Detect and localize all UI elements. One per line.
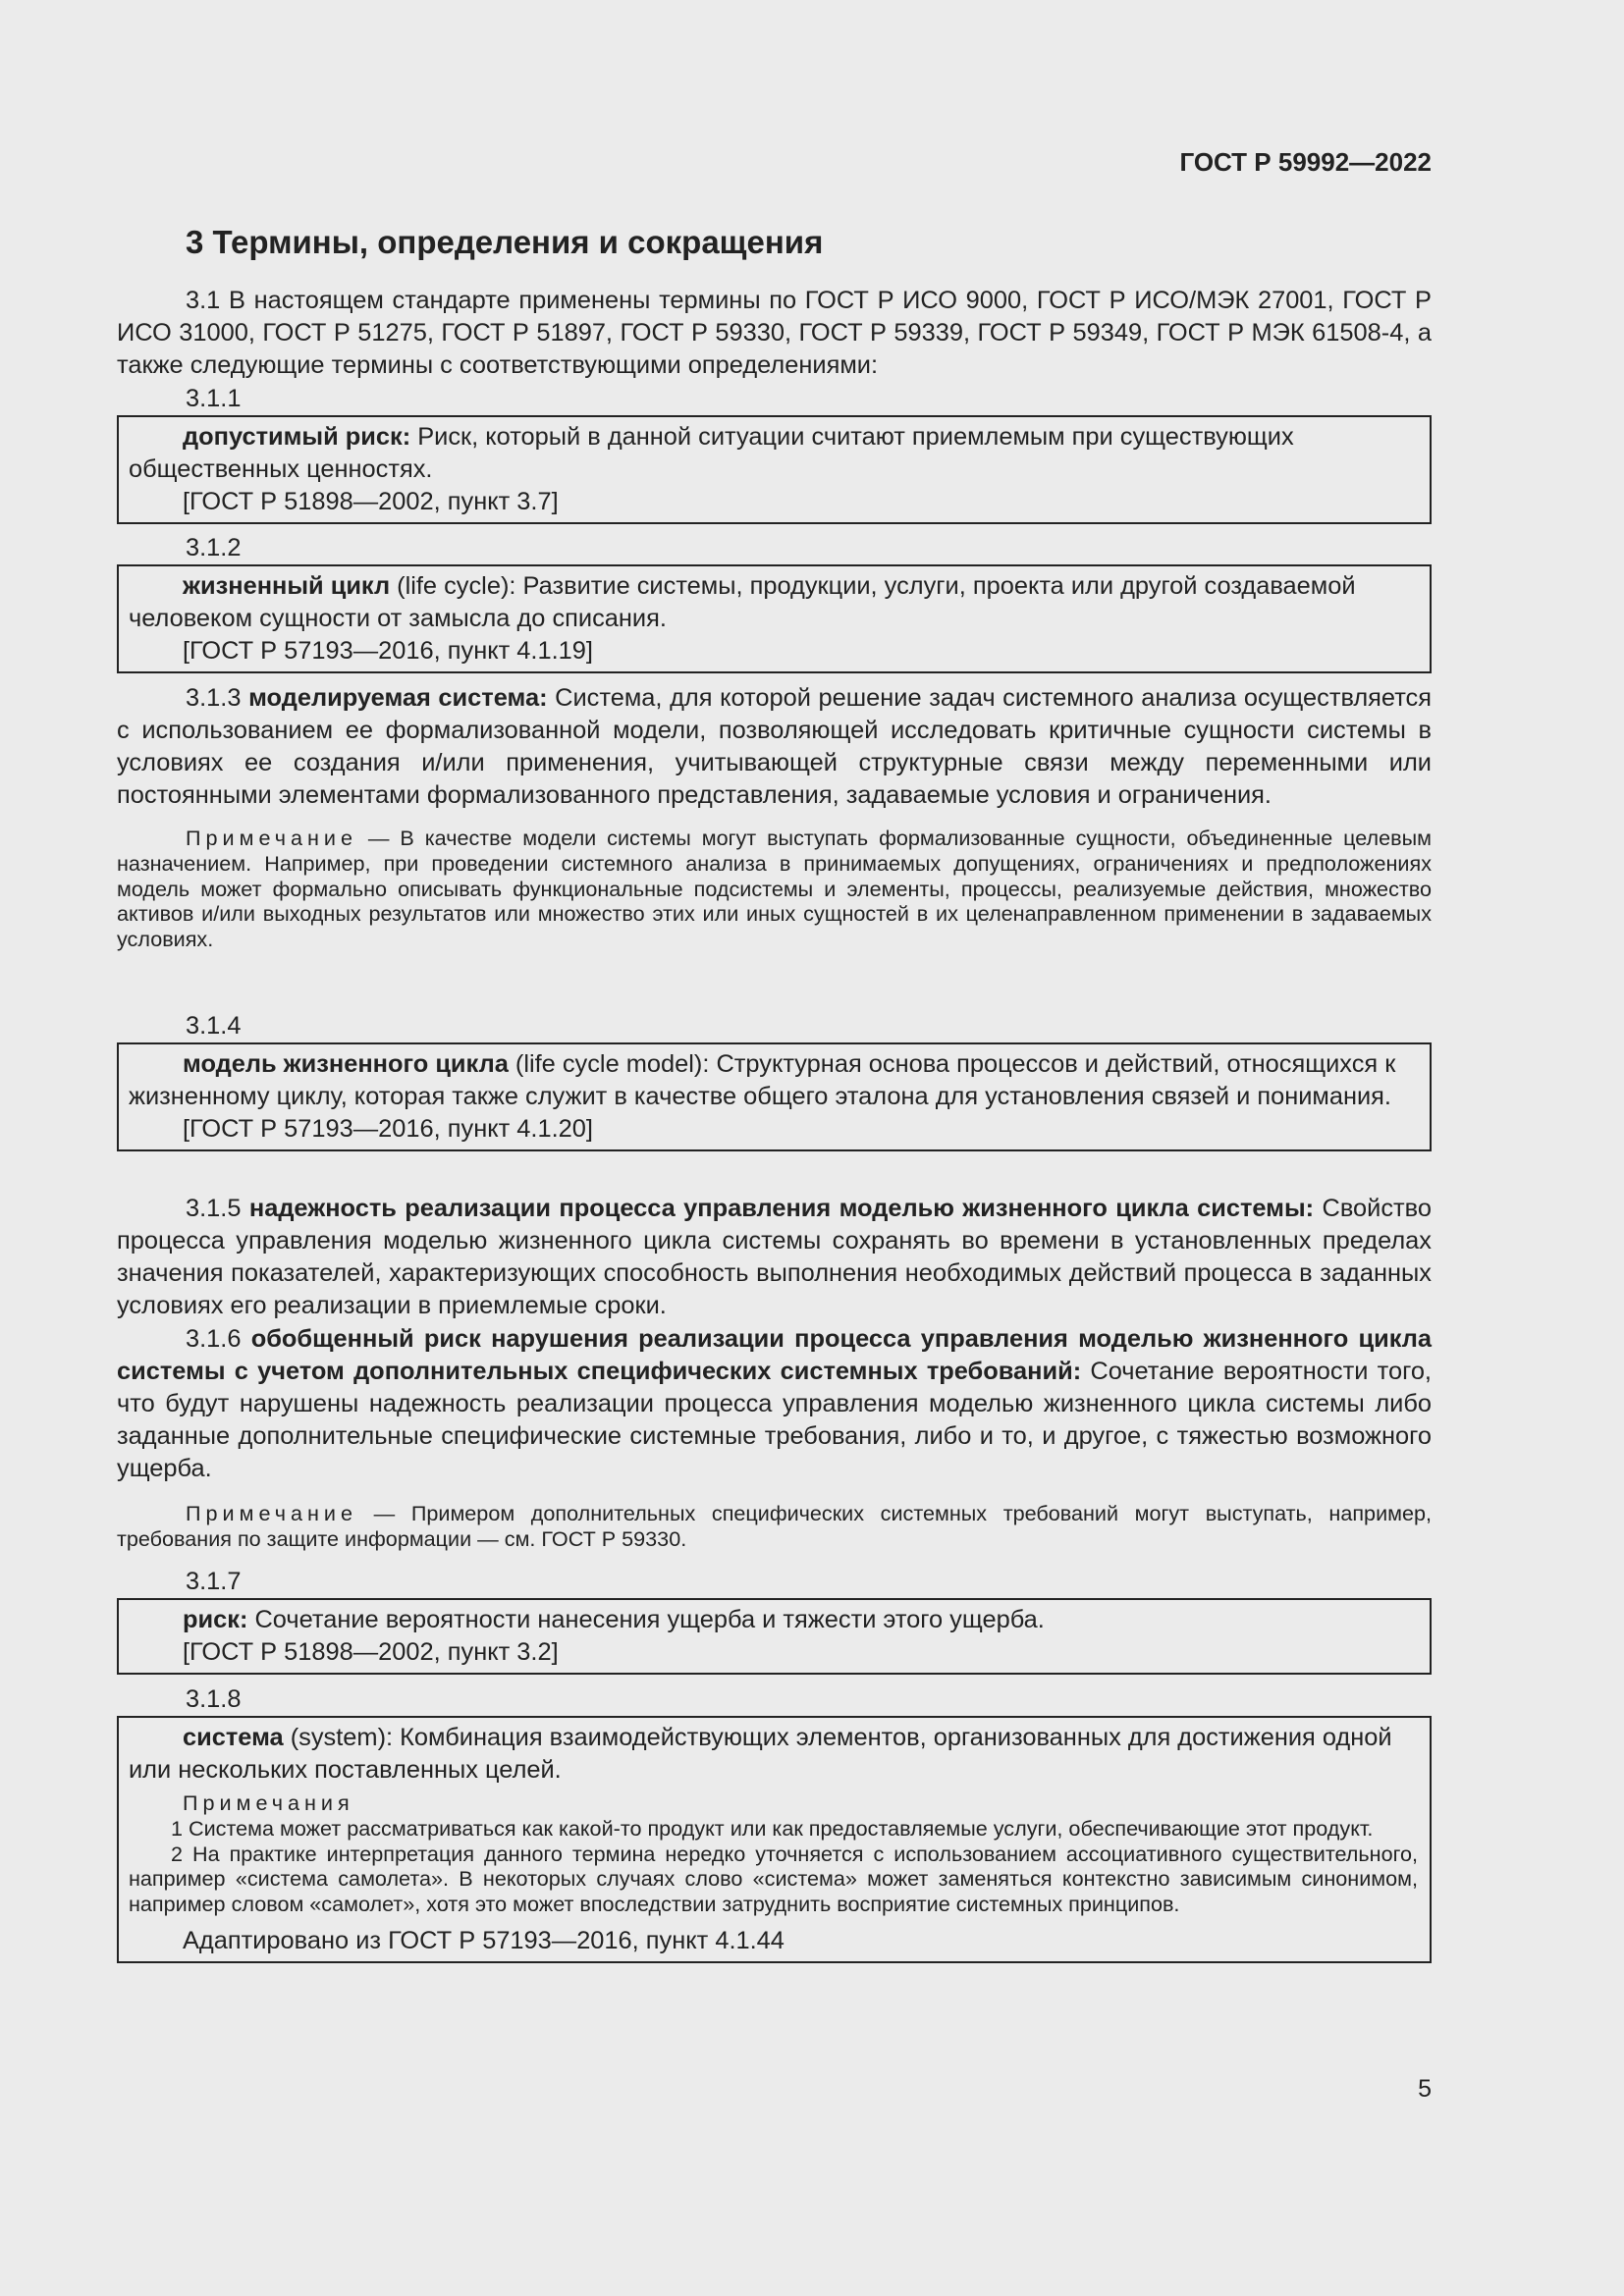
term-text: (system): Комбинация взаимодействующих элементов, организованных для достижения одной или нескольких поставленных целей. — [129, 1724, 1392, 1784]
term-name: модель жизненного цикла — [183, 1050, 509, 1078]
term-text: Сочетание вероятности нанесения ущерба и тяжести этого ущерба. — [247, 1606, 1045, 1633]
term-definition — [129, 1604, 1418, 1636]
term-number: 3.1.6 — [186, 1325, 251, 1353]
term-number: 3.1.7 — [186, 1568, 242, 1595]
term-box — [117, 1716, 1432, 1963]
term-box — [117, 564, 1432, 673]
note-text: — Примером дополнительных специфических системных требований могут выступать, например, требования по защите информации — см. ГОСТ Р 59330. — [117, 1501, 1432, 1551]
term-name: надежность реализации процесса управления моделью жизненного цикла системы: — [248, 1195, 1315, 1222]
term-definition — [117, 682, 1432, 812]
standard-header: ГОСТ Р 59992—2022 — [1179, 147, 1432, 177]
term-text: (life cycle): Развитие системы, продукции, услуги, проекта или другой создаваемой человеком сущности от замысла до списания. — [129, 572, 1356, 632]
term-text: Риск, который в данной ситуации считают приемлемым при существующих общественных ценностях. — [129, 423, 1294, 483]
term-3-1-4 — [117, 1010, 1432, 1151]
term-3-1-8 — [117, 1683, 1432, 1963]
paragraph-3-1: 3.1 В настоящем стандарте применены термины по ГОСТ Р ИСО 9000, ГОСТ Р ИСО/МЭК 27001, ГОСТ Р ИСО 31000, ГОСТ Р 51275, ГОСТ Р 51897, ГОСТ Р 59330, ГОСТ Р 59339, ГОСТ Р 59349, ГОСТ Р МЭК 61508-4, а также следующие термины с соответствующими определениями: — [117, 287, 1432, 379]
term-name: обобщенный риск нарушения реализации процесса управления моделью жизненного цикла системы с учетом дополнительных специфических системных требований: — [117, 1325, 1432, 1385]
term-box — [117, 1042, 1432, 1151]
term-definition — [129, 1722, 1418, 1787]
term-number: 3.1.8 — [186, 1685, 242, 1713]
term-note-1: 1 Система может рассматриваться как какой-то продукт или как предоставляемые услуги, обеспечивающие этот продукт. — [171, 1815, 1374, 1841]
term-3-1-6 — [117, 1323, 1432, 1552]
term-text: Сочетание вероятности того, что будут нарушены надежность реализации процесса управления моделью жизненного цикла системы либо заданные дополнительные специфические системные требования, либо и то, и другое, с тяжестью возможного ущерба. — [117, 1358, 1432, 1482]
term-source: [ГОСТ Р 57193—2016, пункт 4.1.19] — [183, 637, 593, 665]
term-3-1-2 — [117, 532, 1432, 673]
term-source: [ГОСТ Р 57193—2016, пункт 4.1.20] — [183, 1115, 593, 1143]
term-source: [ГОСТ Р 51898—2002, пункт 3.2] — [183, 1638, 559, 1666]
note-label: Примечание — [186, 826, 357, 850]
page-number: 5 — [1418, 2075, 1432, 2103]
term-name: жизненный цикл — [183, 572, 391, 600]
term-3-1-5 — [117, 1193, 1432, 1322]
note-label: Примечание — [186, 1501, 357, 1525]
term-text: Система, для которой решение задач системного анализа осуществляется с использованием ее формализованной модели, позволяющей исследовать критичные сущности системы в условиях ее создания и/или применения, учитывающей структурные связи между переменными или постоянными элементами формализованного представления, задаваемые условия и ограничения. — [117, 684, 1432, 809]
term-source: Адаптировано из ГОСТ Р 57193—2016, пункт 4.1.44 — [183, 1926, 785, 1954]
term-text: Свойство процесса управления моделью жизненного цикла системы сохранять во времени в установленных пределах значения показателей, характеризующих способность выполнения необходимых действий процесса в заданных условиях его реализации в приемлемые сроки. — [117, 1195, 1432, 1319]
section-title: 3 Термины, определения и сокращения — [186, 224, 824, 260]
note-text: — В качестве модели системы могут выступать формализованные сущности, объединенные целевым назначением. Например, при проведении системного анализа в принимаемых допущениях, ограничениях и предположениях модель может формально описывать функциональные подсистемы и элементы, процессы, реализуемые действия, множество активов и/или выходных результатов или множество этих или иных сущностей в их целенаправленном применении в задаваемых условиях. — [117, 826, 1432, 952]
term-3-1-3 — [117, 682, 1432, 952]
term-box — [117, 1598, 1432, 1675]
term-number: 3.1.4 — [186, 1012, 242, 1040]
term-source: [ГОСТ Р 51898—2002, пункт 3.7] — [183, 488, 559, 515]
term-definition — [117, 1323, 1432, 1485]
term-name: моделируемая система: — [248, 684, 548, 712]
term-number: 3.1.3 — [186, 684, 249, 712]
notes-label: Примечания — [183, 1790, 354, 1815]
term-name: риск: — [183, 1606, 248, 1633]
term-name: система — [183, 1724, 284, 1751]
term-3-1-1 — [117, 383, 1432, 524]
intro-block — [117, 285, 1432, 382]
term-number: 3.1.2 — [186, 534, 242, 561]
term-3-1-7 — [117, 1566, 1432, 1675]
term-number: 3.1.5 — [186, 1195, 249, 1222]
term-box — [117, 415, 1432, 524]
term-definition — [129, 1048, 1418, 1113]
term-definition — [129, 421, 1418, 486]
term-definition — [117, 1193, 1432, 1322]
term-definition — [129, 570, 1418, 635]
term-number: 3.1.1 — [186, 385, 242, 412]
term-note — [117, 1501, 1432, 1552]
term-text: (life cycle model): Структурная основа процессов и действий, относящихся к жизненному циклу, которая также служит в качестве общего эталона для установления связей и понимания. — [129, 1050, 1396, 1110]
term-name: допустимый риск: — [183, 423, 411, 451]
term-note — [117, 826, 1432, 952]
term-note-2: 2 На практике интерпретация данного термина нередко уточняется с использованием ассоциативного существительного, например «система самолета». В некоторых случаях слово «система» может заменяться контекстно зависимым синонимом, например словом «самолет», хотя это может впоследствии затруднить восприятие системных принципов. — [129, 1841, 1418, 1917]
